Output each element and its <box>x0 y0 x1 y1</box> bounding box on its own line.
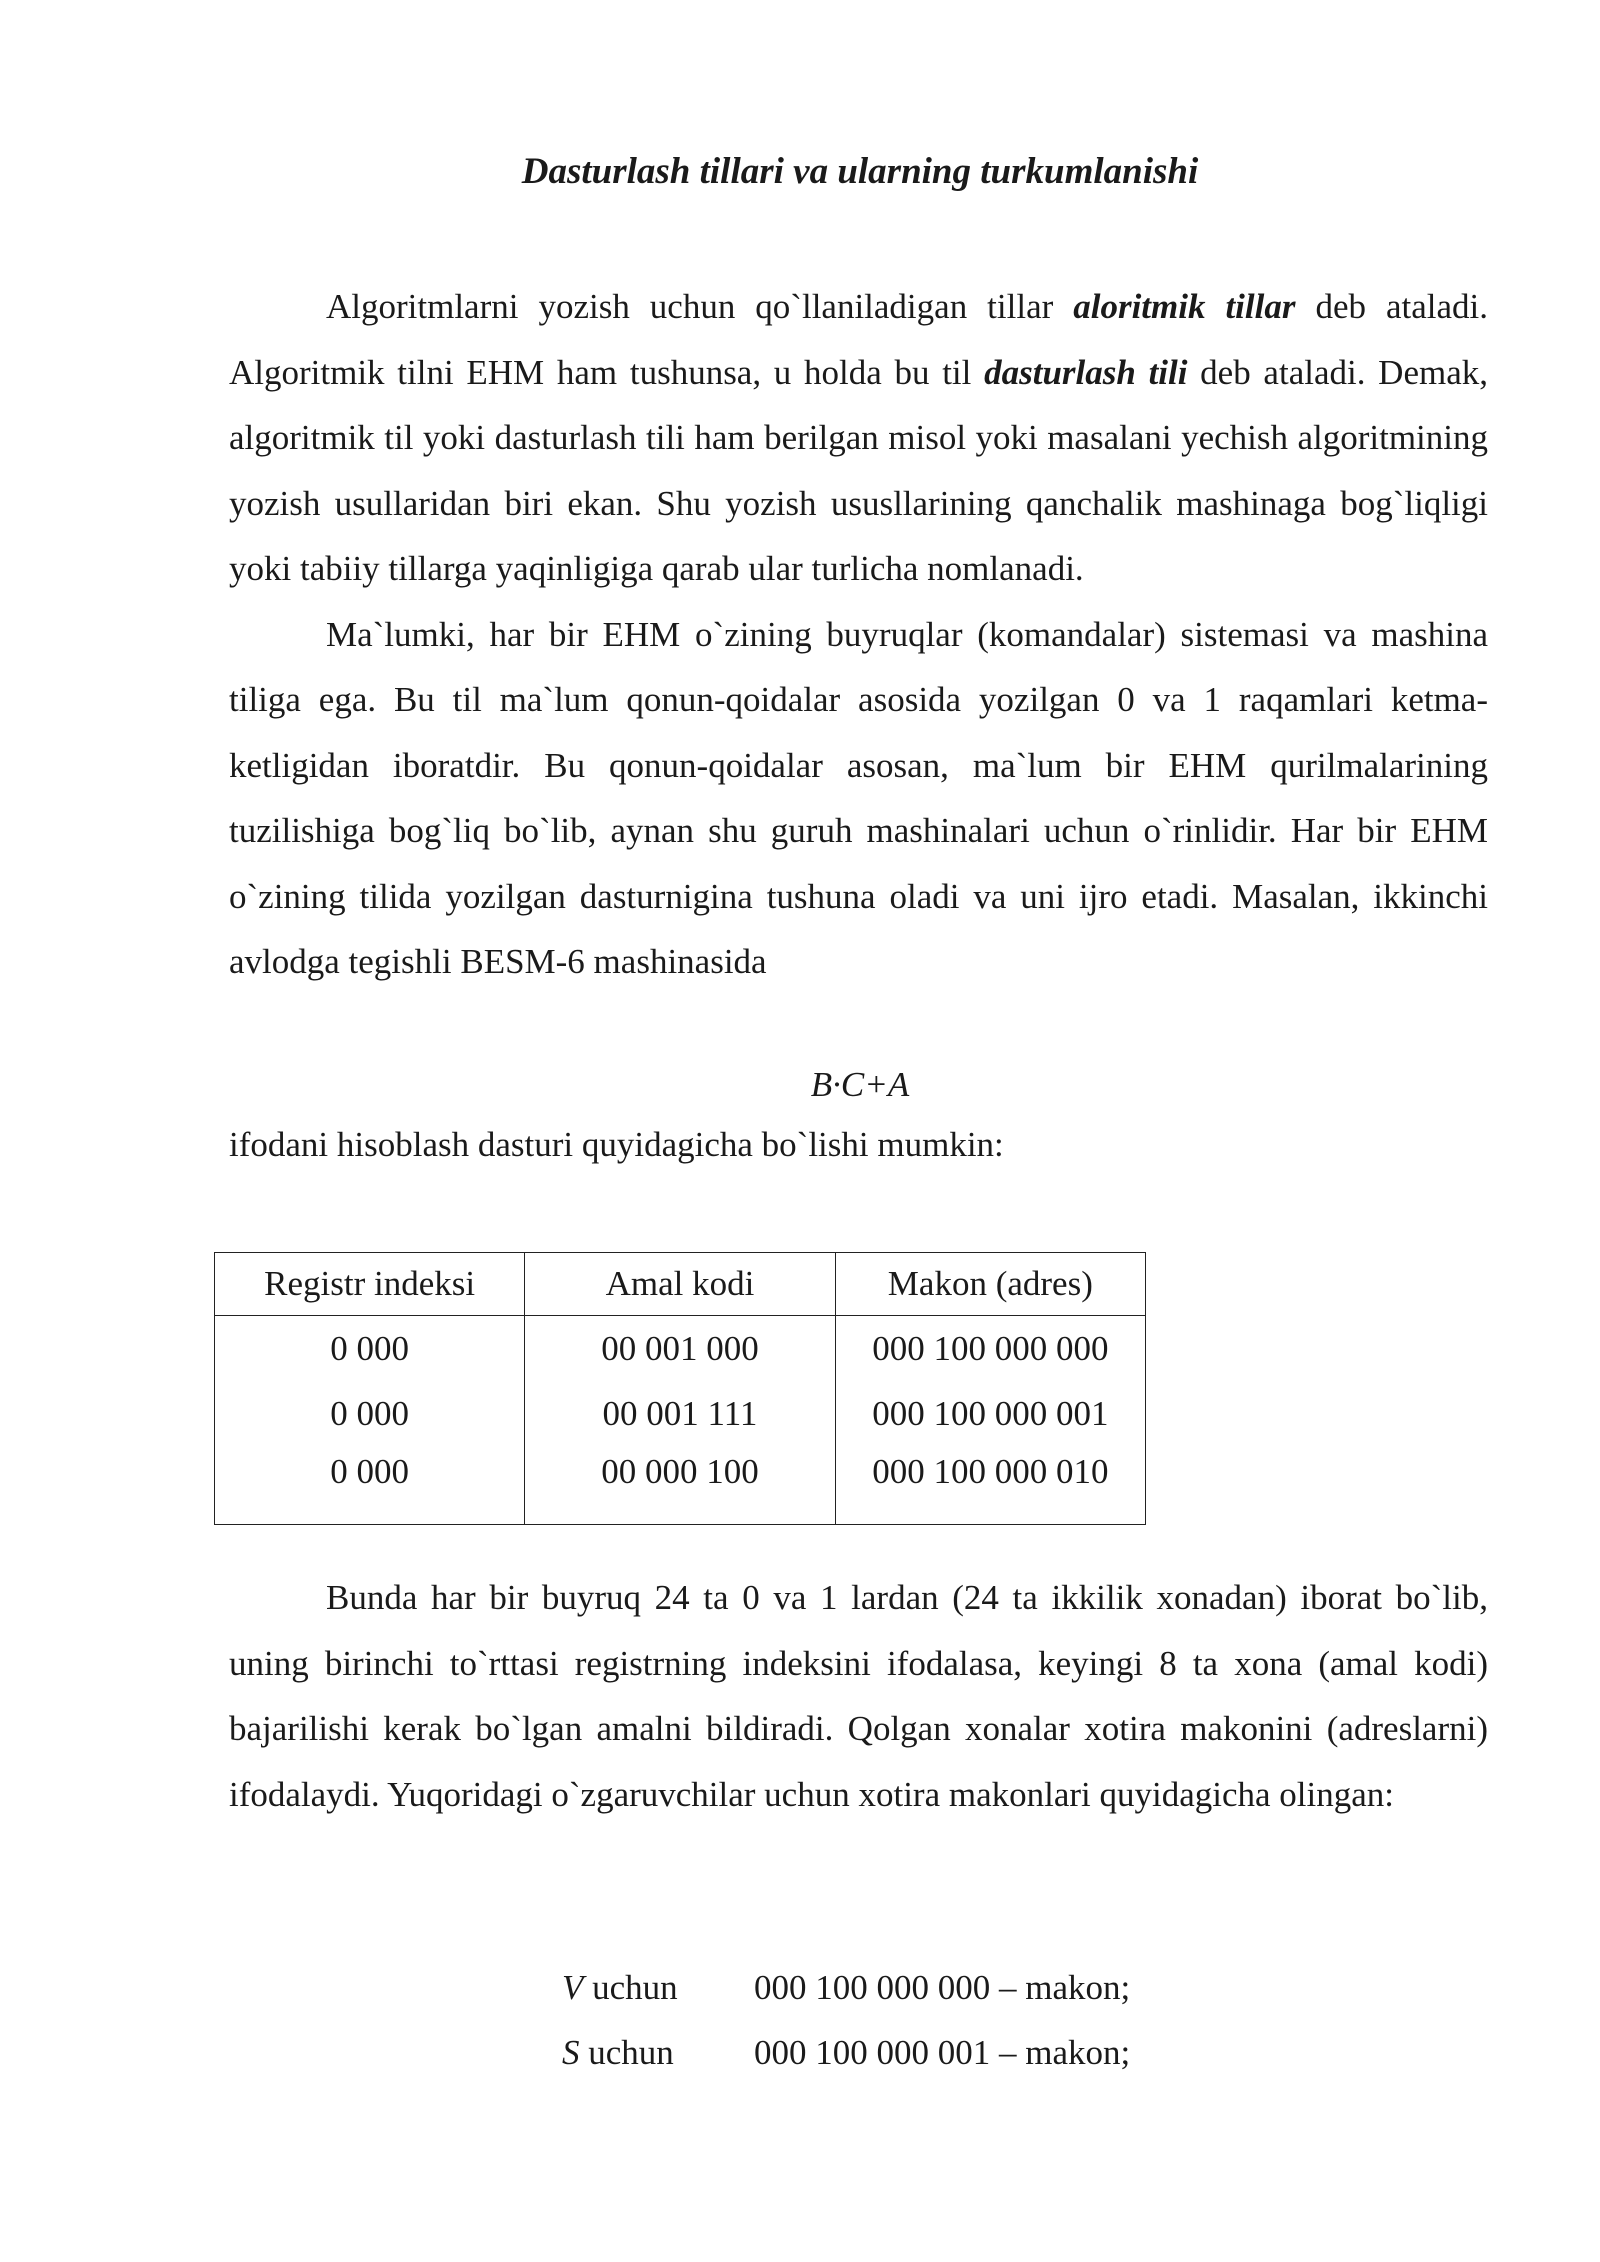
memory-address: 000 100 000 001 – makon; <box>754 2033 1131 2072</box>
memory-map-row <box>562 1955 1130 2020</box>
paragraph-machine-language: Ma`lumki, har bir EHM o`zining buyruqlar (komandalar) sistemasi va mashina tiliga ega. Bu til ma`lum qonun-qoidalar asosida yozilgan 0 va 1 raqamlari ketma-ketligidan iboratdir. Bu qonun-qoidalar asosan, ma`lum bir EHM qurilmalarining tuzilishiga bog`liq bo`lib, aynan shu guruh mashinalari uchun o`rinlidir. Har bir EHM o`zining tilida yozilgan dasturnigina tushuna oladi va uni ijro etadi. Masalan, ikkinchi avlodga tegishli BESM-6 mashinasida <box>229 614 1488 981</box>
page-title: Dasturlash tillari va ularning turkumlanishi <box>521 151 1199 192</box>
instruction-table <box>214 1252 1146 1525</box>
table-cell: 000 100 000 010 <box>835 1446 1145 1525</box>
paragraph-text: deb ataladi. Algoritmik tilni EHM ham tushunsa, u holda bu til <box>229 287 1488 392</box>
table-row <box>215 1316 1146 1382</box>
paragraph-definitions <box>229 274 1488 602</box>
memory-variable <box>562 1955 754 2020</box>
variable-label: uchun <box>583 1968 678 2007</box>
table-cell: 0 000 <box>215 1446 525 1525</box>
intro-section <box>229 274 1488 995</box>
table-cell: 000 100 000 000 <box>835 1316 1145 1382</box>
memory-address: 000 100 000 000 – makon; <box>754 1968 1131 2007</box>
table-header-row <box>215 1253 1146 1316</box>
paragraph-text: deb ataladi. Demak, algoritmik til yoki dasturlash tili ham berilgan misol yoki masalani yechish algoritmining yozish usullaridan biri ekan. Shu yozish ususllarining qanchalik mashinaga bog`liqligi yoki tabiiy tillarga yaqinligiga qarab ular turlicha nomlanadi. <box>229 352 1488 588</box>
paragraph-instruction-format: Bunda har bir buyruq 24 ta 0 va 1 lardan (24 ta ikkilik xonadan) iborat bo`lib, uning birinchi to`rttasi registrning indeksini ifodalasa, keyingi 8 ta xona (amal kodi) bajarilishi kerak bo`lgan amalni bildiradi. Qolgan xonalar xotira makonini (adreslarni) ifodalaydi. Yuqoridagi o`zgaruvchilar uchun xotira makonlari quyidagicha olingan: <box>229 1578 1488 1814</box>
column-header-address: Makon (adres) <box>835 1253 1145 1316</box>
term-algorithmic-languages: aloritmik tillar <box>1073 287 1296 326</box>
table-cell: 0 000 <box>215 1316 525 1382</box>
column-header-operation-code: Amal kodi <box>525 1253 835 1316</box>
memory-variable <box>562 2020 754 2085</box>
variable-name: S <box>562 2033 580 2072</box>
formula: B·C+A <box>810 1065 910 1104</box>
formula-caption: ifodani hisoblash dasturi quyidagicha bo`lishi mumkin: <box>229 1125 1004 1164</box>
table-cell: 00 000 100 <box>525 1446 835 1525</box>
table-cell: 000 100 000 001 <box>835 1381 1145 1446</box>
table-row <box>215 1446 1146 1525</box>
term-programming-language: dasturlash tili <box>984 352 1188 392</box>
table-row <box>215 1381 1146 1446</box>
memory-map-row <box>562 2020 1130 2085</box>
column-header-register-index: Registr indeksi <box>215 1253 525 1316</box>
paragraph-text: Algoritmlarni yozish uchun qo`llaniladigan tillar <box>326 287 1074 326</box>
explanation-section <box>229 1565 1488 1827</box>
variable-label: uchun <box>579 2033 674 2072</box>
variable-name: V <box>562 1968 584 2007</box>
table-cell: 00 001 111 <box>525 1381 835 1446</box>
memory-map <box>562 1955 1130 2085</box>
table-cell: 0 000 <box>215 1381 525 1446</box>
table-cell: 00 001 000 <box>525 1316 835 1382</box>
